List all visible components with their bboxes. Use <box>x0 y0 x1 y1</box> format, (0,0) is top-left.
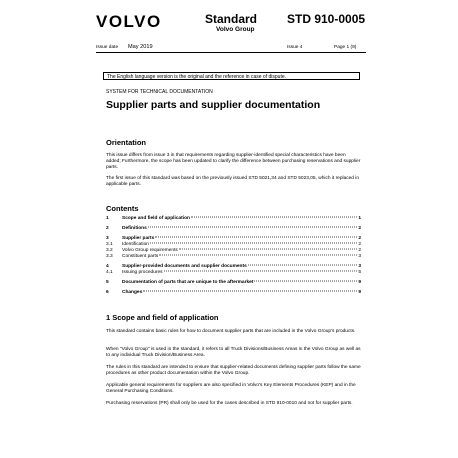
system-label: SYSTEM FOR TECHNICAL DOCUMENTATION <box>106 89 213 95</box>
toc-item[interactable]: 3.3 Constituent parts 3 <box>106 254 361 259</box>
section-1-heading: 1 Scope and field of application <box>106 313 219 322</box>
header-rule <box>96 52 366 53</box>
toc-item[interactable]: 3.1 Identification 2 <box>106 242 361 247</box>
section-1-paragraph-4: Applicable general requirements for suppliers are also specified in Volvo's Key Elements Procedures (KEP) and in the General Purchasing Conditions. <box>106 383 356 395</box>
section-1-paragraph-5: Purchasing reservations (PR) shall only be used for the cases described in STD 910-0010 and not for supplier parts. <box>106 401 353 406</box>
section-1-paragraph-3: The rules in this standard are intended to ensure that supplier-related documents defining supplier parts follow the same procedures as other product documentation within the Volvo Group. <box>106 365 361 377</box>
toc-item[interactable]: 4 Supplier-provided documents and supplier documents 3 <box>106 264 361 269</box>
toc-item[interactable]: 1 Scope and field of application 1 <box>106 216 361 221</box>
toc-item[interactable]: 5 Documentation of parts that are unique to the aftermarket 9 <box>106 280 361 285</box>
toc-item[interactable]: 4.1 Issuing procedures 5 <box>106 270 361 275</box>
doc-type: Standard <box>205 12 258 26</box>
volvo-logo: VOLVO <box>96 12 162 31</box>
toc-item[interactable]: 2 Definitions 2 <box>106 226 361 231</box>
doc-group: Volvo Group <box>216 26 255 33</box>
orientation-heading: Orientation <box>106 138 147 147</box>
doc-number: STD 910-0005 <box>287 12 366 26</box>
table-of-contents <box>106 216 361 296</box>
issue-number: Issue 4 <box>287 45 303 50</box>
contents-heading: Contents <box>106 204 139 213</box>
section-1-paragraph-2: When "Volvo Group" is used in the standard, it refers to all Truck Divisions/Business Areas in the Volvo Group as well as to any individual Truck Division/Business Area. <box>106 347 361 359</box>
issue-date: May 2019 <box>128 44 153 50</box>
issue-date-label: Issue date <box>96 45 119 50</box>
page-number: Page 1 (9) <box>334 45 357 50</box>
orientation-paragraph-2: The first issue of this standard was based on the previously issued STD 5021,34 and STD 5023,05, which it replaced in applicable parts. <box>106 176 360 188</box>
toc-item[interactable]: 3 Supplier parts 2 <box>106 236 361 241</box>
toc-item[interactable]: 6 Changes 9 <box>106 290 361 295</box>
orientation-paragraph-1: This issue differs from issue 3 in that requirements regarding supplier-identified special characteristics have been added; Furthermore, the scope has been updated to clarify the difference between purchasing reservations and supplier parts. <box>106 153 361 171</box>
toc-item[interactable]: 3.2 Volvo Group requirements 2 <box>106 248 361 253</box>
section-1-paragraph-1: This standard contains basic rules for how to document supplier parts that are included in the Volvo Group's products. <box>106 329 356 334</box>
language-notice: The English language version is the original and the reference in case of dispute. <box>103 72 360 80</box>
document-title: Supplier parts and supplier documentation <box>106 99 321 111</box>
